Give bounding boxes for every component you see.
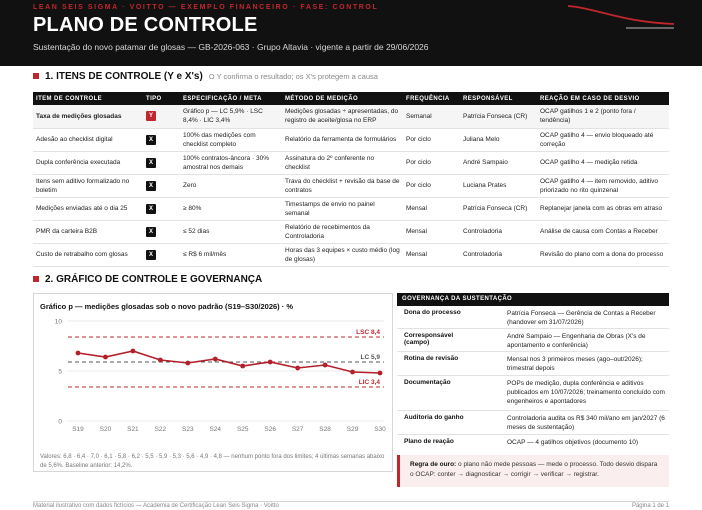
page-header xyxy=(0,0,702,66)
type-badge-x: X xyxy=(146,204,156,214)
governance-key: Plano de reação xyxy=(404,438,454,445)
page-subtitle: Sustentação do novo patamar de glosas — GB-2026-063 · Grupo Altavia · vigente a partir de 29/06/2026 xyxy=(33,42,429,52)
cell-method: Horas das 3 equipes × custo médio (log de glosas) xyxy=(282,243,403,266)
cell-frequency: Por ciclo xyxy=(403,128,460,151)
cell-type xyxy=(143,105,180,128)
chart-footnote: Valores: 6,8 · 6,4 · 7,0 · 6,1 · 5,8 · 6,2 · 5,5 · 5,9 · 5,3 · 5,6 · 4,9 · 4,8 — nenhum ponto fora dos limites; 4 últimas semanas abaixo de 5,6%. Baseline anterior: 14,2%. xyxy=(40,454,385,469)
cell-method: Relatório de recebimentos da Controladoria xyxy=(282,220,403,243)
cell-frequency: Por ciclo xyxy=(403,174,460,197)
data-point xyxy=(131,349,136,354)
type-badge-x: X xyxy=(146,227,156,237)
table-row xyxy=(33,197,669,220)
data-point xyxy=(378,371,383,376)
cell-item: Adesão ao checklist digital xyxy=(33,128,143,151)
cell-owner: Patrícia Fonseca (CR) xyxy=(460,197,537,220)
control-chart-panel xyxy=(33,293,393,472)
cell-reaction: OCAP gatilho 4 — medição retida xyxy=(537,151,669,174)
cell-method: Relatório da ferramenta de formulários xyxy=(282,128,403,151)
footer-disclaimer: Material ilustrativo com dados fictícios — Academia de Certificação Lean Seis Sigma · Voitto xyxy=(33,503,279,509)
footer-page-number: Página 1 de 1 xyxy=(631,503,669,509)
type-badge-x: X xyxy=(146,250,156,260)
governance-key: Dona do processo xyxy=(404,309,461,316)
type-badge-x: X xyxy=(146,158,156,168)
governance-value: OCAP — 4 gatilhos objetivos (documento 10) xyxy=(507,439,639,446)
data-point xyxy=(76,351,81,356)
col-header-type: TIPO xyxy=(143,92,180,105)
cell-item: Medições enviadas até o dia 25 xyxy=(33,197,143,220)
col-header-owner: RESPONSÁVEL xyxy=(460,92,537,105)
cell-owner: Controladoria xyxy=(460,243,537,266)
cell-frequency: Mensal xyxy=(403,197,460,220)
cell-frequency: Por ciclo xyxy=(403,151,460,174)
governance-row xyxy=(397,411,669,435)
cell-method: Assinatura do 2º conferente no checklist xyxy=(282,151,403,174)
governance-header: GOVERNANÇA DA SUSTENTAÇÃO xyxy=(397,293,669,306)
governance-row xyxy=(397,306,669,329)
cell-type xyxy=(143,197,180,220)
header-curve-decoration xyxy=(566,4,676,30)
control-items-table xyxy=(33,92,669,267)
cell-reaction: Análise de causa com Contas a Receber xyxy=(537,220,669,243)
governance-key: Documentação xyxy=(404,379,451,386)
type-badge-x: X xyxy=(146,135,156,145)
x-tick-label: S23 xyxy=(182,426,194,433)
cell-spec: 100% das medições com checklist completo xyxy=(180,128,282,151)
cell-spec: Gráfico p — LC 5,9% · LSC 8,4% · LIC 3,4% xyxy=(180,105,282,128)
golden-rule-callout xyxy=(397,455,669,487)
type-badge-x: X xyxy=(146,181,156,191)
data-point xyxy=(213,357,218,362)
section-2-heading xyxy=(33,272,262,286)
table-row xyxy=(33,151,669,174)
control-limit-label: LSC 8,4 xyxy=(356,329,380,336)
governance-key: Auditoria do ganho xyxy=(404,414,464,421)
cell-owner: Controladoria xyxy=(460,220,537,243)
table-row xyxy=(33,243,669,266)
section-2-title: 2. GRÁFICO DE CONTROLE E GOVERNANÇA xyxy=(45,273,263,285)
control-chart xyxy=(34,312,394,452)
x-tick-label: S28 xyxy=(319,426,331,433)
cell-method: Medições glosadas ÷ apresentadas, do registro de aceite/glosa no ERP xyxy=(282,105,403,128)
table-row xyxy=(33,128,669,151)
page-title: PLANO DE CONTROLE xyxy=(33,14,258,36)
data-point xyxy=(268,360,273,365)
x-tick-label: S29 xyxy=(346,426,359,433)
cell-spec: ≥ 80% xyxy=(180,197,282,220)
table-row xyxy=(33,220,669,243)
governance-row xyxy=(397,435,669,451)
table-row xyxy=(33,105,669,128)
cell-spec: 100% contratos-âncora · 30% amostral nos demais xyxy=(180,151,282,174)
data-point xyxy=(103,355,108,360)
cell-item: Itens sem aditivo formalizado no boletim xyxy=(33,174,143,197)
cell-spec: ≤ R$ 6 mil/mês xyxy=(180,243,282,266)
section-marker xyxy=(33,276,39,282)
footer-divider xyxy=(33,501,669,502)
cell-method: Trava do checklist + revisão da base de contratos xyxy=(282,174,403,197)
y-tick-label: 10 xyxy=(54,318,62,326)
data-point xyxy=(295,366,300,371)
control-limit-label: LIC 3,4 xyxy=(358,379,380,386)
cell-frequency: Mensal xyxy=(403,243,460,266)
cell-reaction: OCAP gatilhos 1 e 2 (ponto fora / tendência) xyxy=(537,105,669,128)
cell-item: PMR da carteira B2B xyxy=(33,220,143,243)
governance-row xyxy=(397,329,669,352)
x-tick-label: S26 xyxy=(264,426,276,433)
cell-frequency: Semanal xyxy=(403,105,460,128)
x-tick-label: S27 xyxy=(291,426,304,433)
section-1-heading xyxy=(33,69,378,83)
governance-value: André Sampaio — Engenharia de Obras (X's de apontamento e conferência) xyxy=(507,333,646,349)
control-limit-label: LC 5,9 xyxy=(360,354,380,361)
cell-owner: Juliana Melo xyxy=(460,128,537,151)
x-tick-label: S21 xyxy=(127,426,139,433)
governance-value: Mensal nos 3 primeiros meses (ago–out/2026); trimestral depois xyxy=(507,356,643,372)
data-point xyxy=(350,370,355,375)
cell-spec: ≤ 52 dias xyxy=(180,220,282,243)
governance-value: Controladoria audita os R$ 340 mil/ano em jan/2027 (6 meses de sustentação) xyxy=(507,415,665,431)
data-point xyxy=(323,363,328,368)
table-row xyxy=(33,174,669,197)
golden-rule-label: Regra de ouro: xyxy=(410,461,457,468)
governance-key: Rotina de revisão xyxy=(404,355,459,362)
cell-item: Dupla conferência executada xyxy=(33,151,143,174)
cell-type xyxy=(143,220,180,243)
cell-owner: André Sampaio xyxy=(460,151,537,174)
cell-reaction: OCAP gatilho 4 — envio bloqueado até correção xyxy=(537,128,669,151)
header-kicker: LEAN SEIS SIGMA · VOITTO — EXEMPLO FINANCEIRO · FASE: CONTROL xyxy=(33,4,379,11)
x-tick-label: S22 xyxy=(154,426,167,433)
col-header-method: MÉTODO DE MEDIÇÃO xyxy=(282,92,403,105)
cell-spec: Zero xyxy=(180,174,282,197)
cell-reaction: Revisão do plano com a dona do processo xyxy=(537,243,669,266)
y-tick-label: 0 xyxy=(58,418,62,426)
data-point xyxy=(240,364,245,369)
section-marker xyxy=(33,73,39,79)
cell-reaction: Replanejar janela com as obras em atraso xyxy=(537,197,669,220)
cell-type xyxy=(143,174,180,197)
x-tick-label: S20 xyxy=(99,426,112,433)
section-1-note: O Y confirma o resultado; os X's protegem a causa xyxy=(208,71,378,81)
cell-type xyxy=(143,243,180,266)
cell-type xyxy=(143,128,180,151)
cell-type xyxy=(143,151,180,174)
cell-reaction: OCAP gatilho 4 — item removido, aditivo priorizado no rito quinzenal xyxy=(537,174,669,197)
governance-value: Patrícia Fonseca — Gerência de Contas a Receber (handover em 31/07/2026) xyxy=(507,310,656,326)
section-1-title: 1. ITENS DE CONTROLE (Y e X's) xyxy=(45,70,203,82)
type-badge-y: Y xyxy=(146,111,156,121)
col-header-frequency: FREQUÊNCIA xyxy=(403,92,460,105)
governance-value: POPs de medição, dupla conferência e aditivos publicados em 10/07/2026; treinamento concluído com engenheiros e apontadores xyxy=(507,380,665,405)
x-tick-label: S24 xyxy=(209,426,222,433)
governance-key: Corresponsável (campo) xyxy=(404,332,454,346)
cell-frequency: Mensal xyxy=(403,220,460,243)
cell-owner: Patrícia Fonseca (CR) xyxy=(460,105,537,128)
data-point xyxy=(185,361,190,366)
x-tick-label: S25 xyxy=(236,426,249,433)
x-tick-label: S30 xyxy=(374,426,386,433)
y-tick-label: 5 xyxy=(58,368,62,376)
cell-owner: Luciana Prates xyxy=(460,174,537,197)
col-header-reaction: REAÇÃO EM CASO DE DESVIO xyxy=(537,92,669,105)
data-point xyxy=(158,358,163,363)
table-header-row xyxy=(33,92,669,105)
governance-row xyxy=(397,352,669,376)
x-tick-label: S19 xyxy=(72,426,84,433)
cell-item: Taxa de medições glosadas xyxy=(33,105,143,128)
cell-method: Timestamps de envio no painel semanal xyxy=(282,197,403,220)
col-header-spec: ESPECIFICAÇÃO / META xyxy=(180,92,282,105)
governance-row xyxy=(397,376,669,411)
cell-item: Custo de retrabalho com glosas xyxy=(33,243,143,266)
chart-title: Gráfico p — medições glosadas sob o novo padrão (S19–S30/2026) · % xyxy=(40,302,293,311)
col-header-item: ITEM DE CONTROLE xyxy=(33,92,143,105)
golden-rule-text: o plano não mede pessoas — mede o processo. Todo desvio dispara o OCAP: conter → diagnosticar → corrigir → verificar → registrar. xyxy=(410,461,658,478)
